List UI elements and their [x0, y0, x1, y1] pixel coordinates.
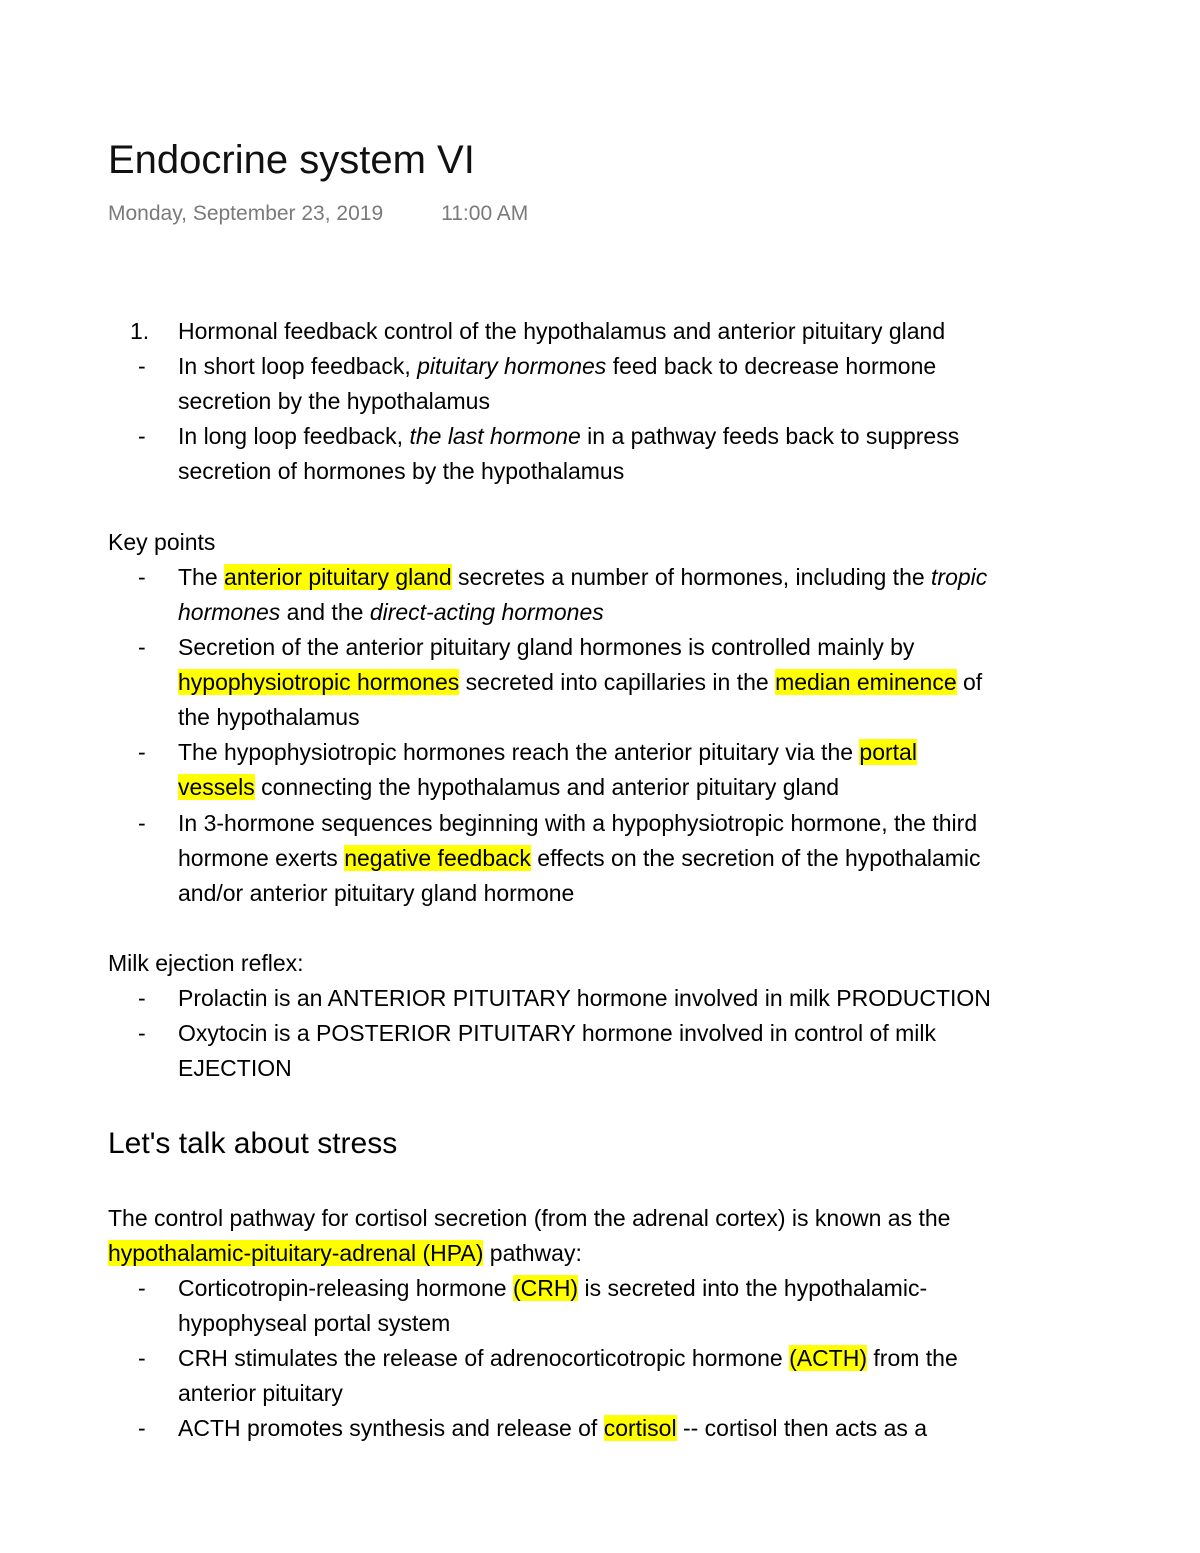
- list-item: The hypophysiotropic hormones reach the anterior pituitary via the portal: [178, 739, 917, 765]
- bullet-dash: -: [138, 985, 146, 1011]
- bullet-dash: -: [138, 1415, 146, 1441]
- list-item-cont: EJECTION: [178, 1055, 292, 1081]
- list-item-cont: anterior pituitary: [178, 1380, 343, 1406]
- section-heading-stress: Let's talk about stress: [108, 1127, 398, 1160]
- list-item: The anterior pituitary gland secretes a number of hormones, including the tropic: [178, 564, 988, 590]
- highlight: hypothalamic-pituitary-adrenal (HPA): [108, 1240, 484, 1266]
- list-item: In long loop feedback, the last hormone in a pathway feeds back to suppress: [178, 423, 960, 449]
- highlight: portal: [859, 739, 917, 765]
- highlight: anterior pituitary gland: [224, 564, 452, 590]
- list-item-cont: the hypothalamus: [178, 704, 360, 730]
- highlight: vessels: [178, 774, 255, 800]
- list-item-cont: hormone exerts negative feedback effects on the secretion of the hypothalamic: [178, 845, 981, 871]
- list-item: ACTH promotes synthesis and release of cortisol -- cortisol then acts as a: [178, 1415, 928, 1441]
- list-item-cont: hormones and the direct-acting hormones: [178, 599, 604, 625]
- bullet-dash: -: [138, 810, 146, 836]
- list-item: CRH stimulates the release of adrenocorticotropic hormone (ACTH) from the: [178, 1345, 958, 1371]
- key-points-label: Key points: [108, 529, 216, 555]
- bullet-dash: -: [138, 353, 146, 379]
- bullet-dash: -: [138, 1275, 146, 1301]
- bullet-dash: -: [138, 634, 146, 660]
- paragraph-cont: hypothalamic-pituitary-adrenal (HPA) pathway:: [108, 1240, 582, 1266]
- bullet-dash: -: [138, 739, 146, 765]
- milk-label: Milk ejection reflex:: [108, 950, 304, 976]
- list-item: Secretion of the anterior pituitary gland hormones is controlled mainly by: [178, 634, 915, 660]
- bullet-dash: -: [138, 1345, 146, 1371]
- page-time: 11:00 AM: [441, 202, 529, 225]
- highlight: (ACTH): [789, 1345, 867, 1371]
- paragraph: The control pathway for cortisol secretion (from the adrenal cortex) is known as the: [108, 1205, 951, 1231]
- highlight: hypophysiotropic hormones: [178, 669, 460, 695]
- bullet-dash: -: [138, 423, 146, 449]
- list-item-cont: vessels connecting the hypothalamus and anterior pituitary gland: [178, 774, 840, 800]
- highlight: negative feedback: [344, 845, 531, 871]
- list-item: Prolactin is an ANTERIOR PITUITARY hormone involved in milk PRODUCTION: [178, 985, 991, 1011]
- bullet-dash: -: [138, 564, 146, 590]
- list-item: In short loop feedback, pituitary hormones feed back to decrease hormone: [178, 353, 937, 379]
- list-item-cont: hypophyseal portal system: [178, 1310, 451, 1336]
- list-item: In 3-hormone sequences beginning with a hypophysiotropic hormone, the third: [178, 810, 978, 836]
- list-item: Oxytocin is a POSTERIOR PITUITARY hormone involved in control of milk: [178, 1020, 936, 1046]
- bullet-dash: -: [138, 1020, 146, 1046]
- page-title: Endocrine system VI: [108, 138, 475, 182]
- highlight: cortisol: [603, 1415, 677, 1441]
- list-item-cont: hypophysiotropic hormones secreted into capillaries in the median eminence of: [178, 669, 983, 695]
- list-item-cont: secretion by the hypothalamus: [178, 388, 490, 414]
- list-item-cont: and/or anterior pituitary gland hormone: [178, 880, 575, 906]
- highlight: median eminence: [775, 669, 957, 695]
- list-item-cont: secretion of hormones by the hypothalamus: [178, 458, 625, 484]
- page-date: Monday, September 23, 2019: [108, 202, 384, 225]
- list-item: Corticotropin-releasing hormone (CRH) is secreted into the hypothalamic-: [178, 1275, 928, 1301]
- page-timestamp: [108, 200, 528, 228]
- highlight: (CRH): [512, 1275, 579, 1301]
- section-heading-feedback: Hormonal feedback control of the hypothalamus and anterior pituitary gland: [178, 318, 946, 344]
- list-number: 1.: [130, 318, 150, 344]
